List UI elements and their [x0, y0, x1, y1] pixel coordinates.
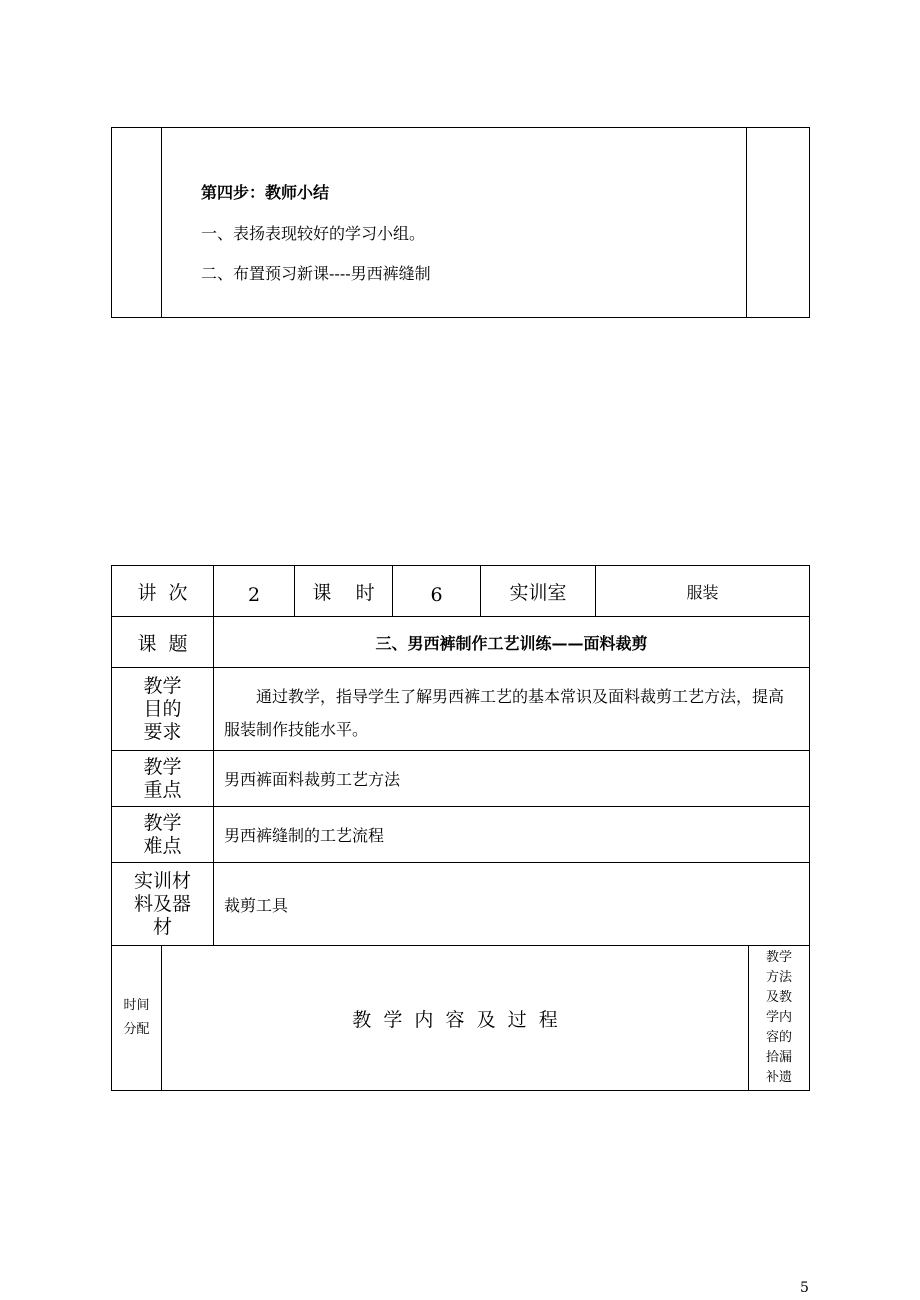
top-box-divider-2: [746, 127, 747, 318]
session-value: 2: [247, 584, 261, 606]
key-points-text: 男西裤面料裁剪工艺方法: [224, 770, 401, 789]
objectives-text: 通过教学，指导学生了解男西裤工艺的基本常识及面料裁剪工艺方法，提高服装制作技能水平。: [224, 687, 785, 739]
difficulties-text: 男西裤缝制的工艺流程: [224, 826, 385, 845]
topic-label: 课 题: [137, 632, 188, 655]
step-heading: 第四步：教师小结: [201, 183, 330, 202]
key-points-label: 教学 重点: [143, 755, 182, 801]
objectives-label: 教学 目的 要求: [143, 674, 182, 743]
topic-value: 三、男西裤制作工艺训练——面料裁剪: [375, 633, 648, 653]
top-box-border-bottom: [111, 317, 810, 318]
room-label: 实训室: [509, 581, 567, 604]
hours-label: 课 时: [312, 581, 375, 604]
materials-text: 裁剪工具: [224, 895, 289, 915]
top-box-border-right: [809, 127, 810, 318]
hours-value: 6: [430, 584, 443, 606]
time-label: 时间 分配: [123, 998, 150, 1037]
rule-right: [809, 565, 810, 1091]
materials-label: 实训材 料及器 材: [133, 869, 191, 938]
summary-line-1: 一、表扬表现较好的学习小组。: [201, 224, 426, 243]
rule-bottom: [111, 1090, 810, 1091]
difficulties-label: 教学 难点: [143, 811, 182, 857]
top-box-border-left: [111, 127, 112, 318]
summary-line-2: 二、布置预习新课----男西裤缝制: [201, 264, 431, 283]
top-box-border-top: [111, 127, 810, 128]
room-value: 服装: [686, 582, 719, 602]
rule-2: [111, 667, 810, 668]
content-header: 教 学 内 容 及 过 程: [352, 1008, 558, 1031]
page-number: 5: [800, 1280, 809, 1296]
session-label: 讲 次: [137, 581, 188, 604]
methods-label: 教学 方法 及教 学内 容的 拾漏 补遗: [765, 950, 792, 1085]
top-box-divider-1: [161, 127, 162, 318]
